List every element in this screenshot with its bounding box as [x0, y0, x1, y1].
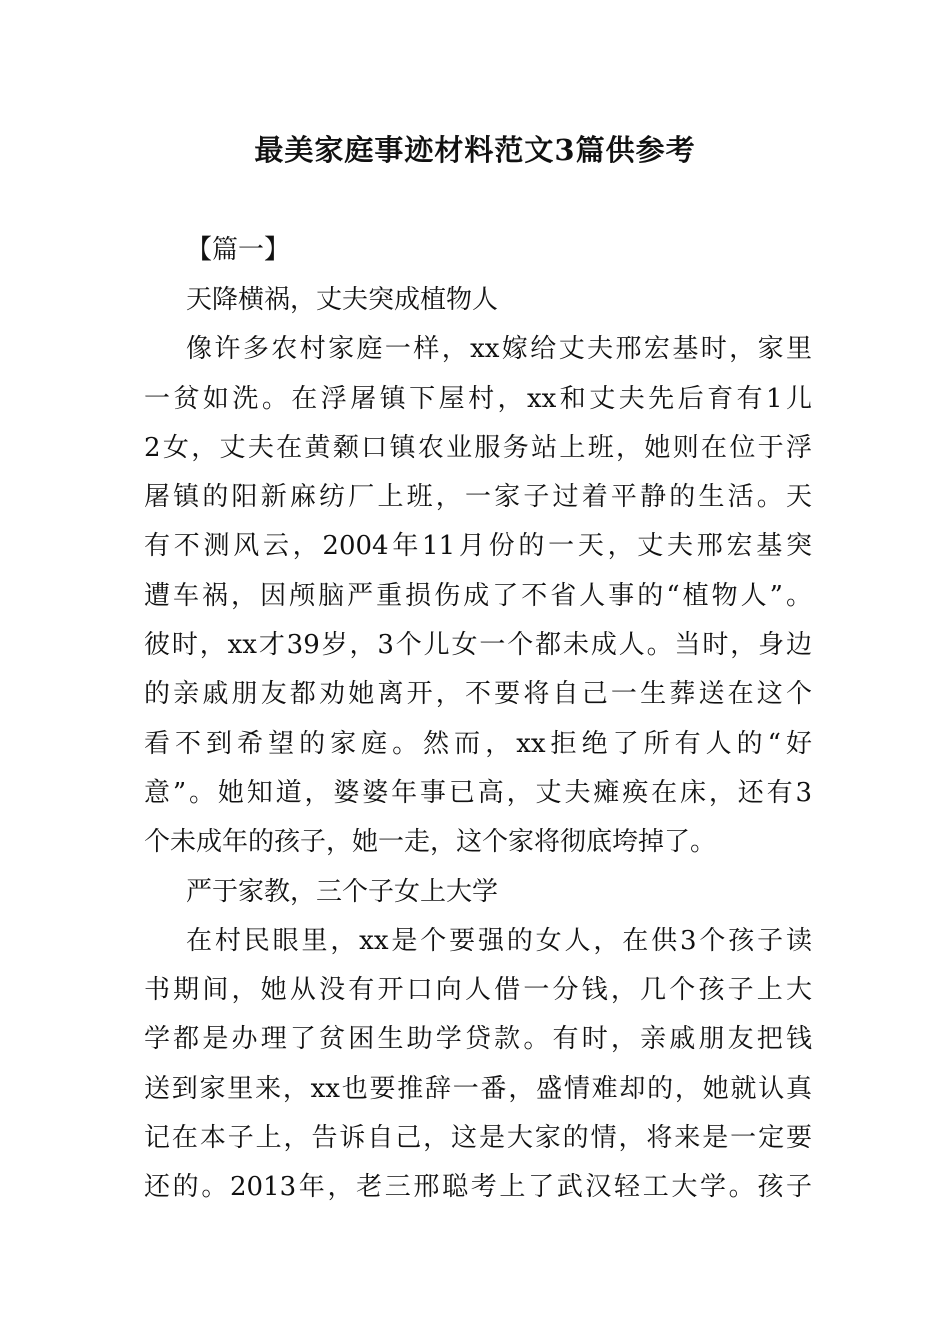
body-line: 2女，丈夫在黄颡口镇农业服务站上班，她则在位于浮	[144, 432, 812, 463]
body-line: 的亲戚朋友都劝她离开，不要将自己一生葬送在这个	[144, 679, 812, 710]
body-line: 书期间，她从没有开口向人借一分钱，几个孩子上大	[144, 975, 812, 1006]
body-line: 有不测风云，2004年11月份的一天，丈夫邢宏基突	[144, 531, 812, 562]
body-line: 屠镇的阳新麻纺厂上班，一家子过着平静的生活。天	[144, 482, 812, 513]
body-line: 意”。她知道，婆婆年事已高，丈夫瘫痪在床，还有3	[144, 777, 812, 808]
body-line: 遭车祸，因颅脑严重损伤成了不省人事的“植物人”。	[144, 580, 812, 611]
body-line: 一贫如洗。在浮屠镇下屋村，xx和丈夫先后育有1儿	[144, 383, 812, 414]
body-line: 还的。2013年，老三邢聪考上了武汉轻工大学。孩子	[144, 1172, 812, 1203]
document-title: 最美家庭事迹材料范文3篇供参考	[254, 133, 696, 167]
body-line: 学都是办理了贫困生助学贷款。有时，亲戚朋友把钱	[144, 1024, 812, 1055]
body-line: 送到家里来，xx也要推辞一番，盛情难却的，她就认真	[144, 1073, 812, 1104]
body-line: 天降横祸，丈夫突成植物人	[186, 285, 499, 315]
body-line: 记在本子上，告诉自己，这是大家的情，将来是一定要	[144, 1123, 812, 1154]
document-body	[144, 276, 812, 1213]
body-line: 个未成年的孩子，她一走，这个家将彻底垮掉了。	[144, 827, 717, 858]
body-line: 彼时，xx才39岁，3个儿女一个都未成人。当时，身边	[144, 630, 812, 661]
section-label: 【篇一】	[186, 235, 291, 265]
body-line: 看不到希望的家庭。然而，xx拒绝了所有人的“好	[144, 728, 812, 759]
body-line: 在村民眼里，xx是个要强的女人，在供3个孩子读	[186, 925, 812, 956]
body-line: 像许多农村家庭一样，xx嫁给丈夫邢宏基时，家里	[186, 334, 812, 365]
body-line: 严于家教，三个子女上大学	[186, 876, 499, 907]
